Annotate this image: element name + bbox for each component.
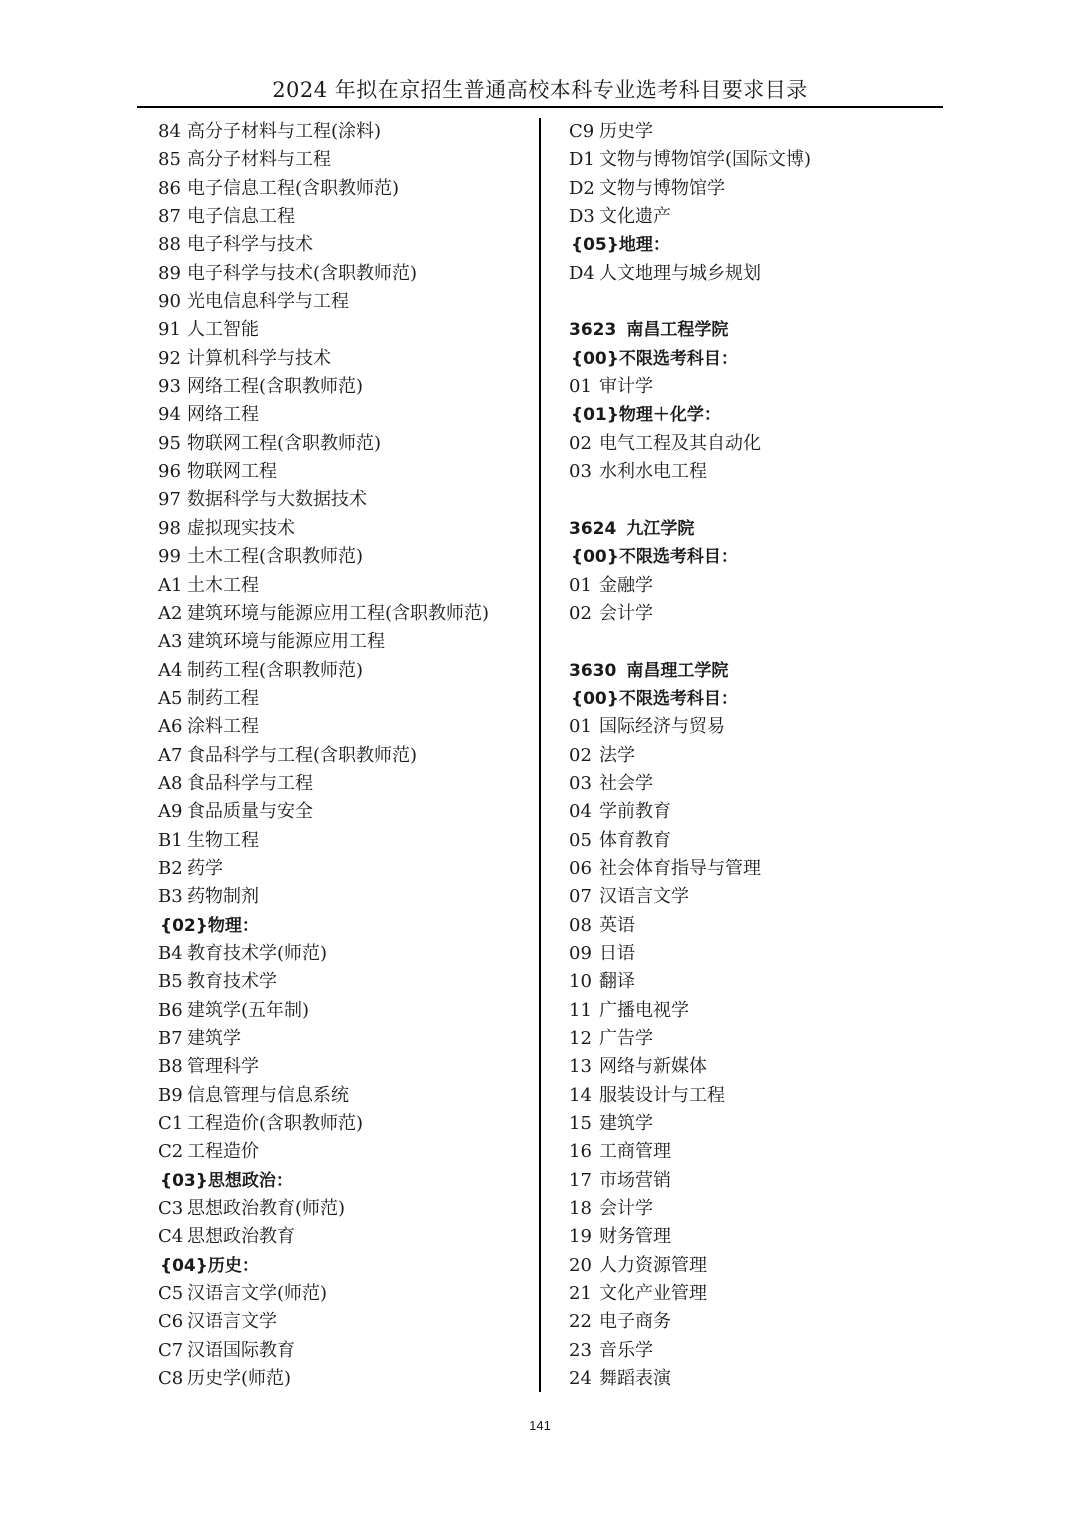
major-code: 22 xyxy=(569,1311,592,1333)
major-entry xyxy=(158,1082,533,1110)
major-name: 汉语言文学 xyxy=(599,886,689,908)
major-code: C1 xyxy=(158,1113,184,1135)
institution-heading xyxy=(569,316,944,344)
major-entry xyxy=(569,1082,944,1110)
major-name: 英语 xyxy=(599,914,635,936)
major-code: A5 xyxy=(158,687,183,709)
major-code: A3 xyxy=(158,631,183,653)
major-code: B2 xyxy=(158,857,183,879)
major-entry xyxy=(158,118,533,146)
major-name: 建筑学 xyxy=(187,1028,241,1049)
major-name: 食品科学与工程 xyxy=(187,772,313,794)
major-name: 工商管理 xyxy=(599,1141,671,1163)
major-name: 音乐学 xyxy=(599,1339,653,1361)
major-name: 虚拟现实技术 xyxy=(187,517,295,539)
major-code: 84 xyxy=(158,121,181,142)
subject-requirement-group: {04}历史： xyxy=(160,1255,259,1276)
major-entry xyxy=(158,1223,533,1251)
institution-code: 3623 xyxy=(569,320,617,341)
major-entry xyxy=(158,260,533,288)
major-entry xyxy=(158,1053,533,1081)
right-column xyxy=(569,118,944,1393)
major-entry xyxy=(569,260,944,288)
major-entry xyxy=(158,515,533,543)
major-entry xyxy=(569,742,944,770)
major-entry xyxy=(569,798,944,826)
major-name: 药物制剂 xyxy=(187,886,259,908)
major-code: 03 xyxy=(569,461,592,483)
major-entry xyxy=(158,203,533,231)
major-entry xyxy=(158,543,533,571)
major-name: 计算机科学与技术 xyxy=(187,347,331,369)
subject-requirement-group: {01}物理＋化学： xyxy=(571,405,721,426)
major-code: 20 xyxy=(569,1254,592,1276)
major-code: D1 xyxy=(569,149,595,171)
major-code: D3 xyxy=(569,206,595,228)
major-name: 光电信息科学与工程 xyxy=(187,291,349,313)
major-entry xyxy=(158,685,533,713)
major-code: 13 xyxy=(569,1056,592,1078)
major-name: 药学 xyxy=(187,857,223,879)
major-name: 广告学 xyxy=(599,1028,653,1049)
major-name: 翻译 xyxy=(599,971,635,993)
spacer xyxy=(569,628,944,656)
major-code: 12 xyxy=(569,1028,592,1049)
major-name: 信息管理与信息系统 xyxy=(187,1084,349,1106)
major-name: 社会体育指导与管理 xyxy=(599,857,761,879)
major-entry xyxy=(158,345,533,373)
major-entry xyxy=(158,1280,533,1308)
major-code: 06 xyxy=(569,857,592,879)
page-number: 141 xyxy=(529,1418,551,1433)
major-name: 文物与博物馆学 xyxy=(599,177,725,199)
major-code: 90 xyxy=(158,291,181,313)
major-code: 85 xyxy=(158,149,181,171)
major-entry xyxy=(158,288,533,316)
major-entry xyxy=(158,997,533,1025)
major-name: 文化遗产 xyxy=(599,206,671,228)
major-code: 05 xyxy=(569,829,592,851)
major-entry xyxy=(569,175,944,203)
major-entry xyxy=(569,1110,944,1138)
major-code: 14 xyxy=(569,1084,592,1106)
major-entry xyxy=(158,855,533,883)
major-name: 建筑学(五年制) xyxy=(187,999,310,1021)
spacer xyxy=(569,288,944,316)
major-entry xyxy=(569,770,944,798)
institution-heading xyxy=(569,657,944,685)
major-code: 21 xyxy=(569,1283,592,1305)
major-name: 电子科学与技术 xyxy=(187,234,313,256)
major-code: 93 xyxy=(158,376,181,398)
major-name: 教育技术学(师范) xyxy=(187,942,328,964)
major-name: 电子科学与技术(含职教师范) xyxy=(187,262,418,284)
major-code: C3 xyxy=(158,1198,184,1220)
major-code: 94 xyxy=(158,404,181,426)
major-name: 历史学(师范) xyxy=(187,1368,292,1390)
major-code: 17 xyxy=(569,1169,592,1191)
major-code: 16 xyxy=(569,1141,592,1163)
major-code: B6 xyxy=(158,999,183,1021)
institution-name: 九江学院 xyxy=(626,518,695,539)
major-name: 涂料工程 xyxy=(187,716,259,738)
major-name: 汉语言文学(师范) xyxy=(187,1283,328,1305)
major-entry xyxy=(569,827,944,855)
major-entry xyxy=(158,231,533,259)
major-code: D2 xyxy=(569,177,595,199)
major-entry xyxy=(569,1195,944,1223)
major-code: 89 xyxy=(158,262,181,284)
major-code: 92 xyxy=(158,347,181,369)
major-code: 10 xyxy=(569,971,592,993)
major-entry xyxy=(158,316,533,344)
spacer xyxy=(569,486,944,514)
major-code: A4 xyxy=(158,659,183,681)
major-entry xyxy=(158,628,533,656)
major-name: 体育教育 xyxy=(599,829,671,851)
major-entry xyxy=(158,798,533,826)
major-entry xyxy=(158,713,533,741)
column-divider xyxy=(539,118,541,1392)
major-code: 11 xyxy=(569,999,592,1021)
major-code: B4 xyxy=(158,942,183,964)
major-code: D4 xyxy=(569,262,595,284)
major-entry xyxy=(158,968,533,996)
major-entry xyxy=(158,770,533,798)
major-code: A7 xyxy=(158,744,183,766)
major-entry xyxy=(158,401,533,429)
institution-name: 南昌工程学院 xyxy=(626,320,729,341)
major-code: 24 xyxy=(569,1368,592,1390)
major-code: 19 xyxy=(569,1226,592,1248)
major-name: 工程造价(含职教师范) xyxy=(187,1113,364,1135)
major-entry xyxy=(569,430,944,458)
major-name: 制药工程 xyxy=(187,687,259,709)
major-code: B9 xyxy=(158,1084,183,1106)
institution-heading xyxy=(569,515,944,543)
major-name: 土木工程 xyxy=(187,574,259,596)
major-code: 01 xyxy=(569,716,592,738)
major-entry xyxy=(569,572,944,600)
major-code: 18 xyxy=(569,1198,592,1220)
major-name: 汉语国际教育 xyxy=(187,1339,295,1361)
major-entry xyxy=(569,1138,944,1166)
major-name: 法学 xyxy=(599,744,635,766)
major-code: 07 xyxy=(569,886,592,908)
major-entry xyxy=(569,458,944,486)
major-name: 电子商务 xyxy=(599,1311,671,1333)
major-code: 86 xyxy=(158,177,181,199)
major-entry xyxy=(569,1365,944,1393)
major-code: 88 xyxy=(158,234,181,256)
major-code: C7 xyxy=(158,1339,184,1361)
major-entry xyxy=(158,827,533,855)
major-name: 文化产业管理 xyxy=(599,1283,707,1305)
major-name: 网络与新媒体 xyxy=(599,1056,707,1078)
major-entry xyxy=(158,742,533,770)
major-name: 社会学 xyxy=(599,772,653,794)
major-entry xyxy=(158,1195,533,1223)
institution-code: 3630 xyxy=(569,660,617,681)
major-name: 电子信息工程 xyxy=(187,206,295,228)
major-code: 99 xyxy=(158,546,181,568)
left-column xyxy=(158,118,533,1393)
major-code: B5 xyxy=(158,971,183,993)
major-name: 思想政治教育(师范) xyxy=(187,1198,346,1220)
major-name: 高分子材料与工程 xyxy=(187,149,331,171)
major-entry xyxy=(569,1167,944,1195)
major-entry xyxy=(158,657,533,685)
major-entry xyxy=(569,855,944,883)
major-entry xyxy=(569,203,944,231)
major-code: B1 xyxy=(158,829,183,851)
major-name: 物联网工程 xyxy=(187,461,277,483)
major-entry xyxy=(158,600,533,628)
major-code: C4 xyxy=(158,1226,184,1248)
major-entry xyxy=(158,175,533,203)
major-code: 15 xyxy=(569,1113,592,1135)
subject-requirement-group: {00}不限选考科目： xyxy=(571,688,738,709)
major-code: C9 xyxy=(569,121,595,142)
major-entry xyxy=(158,1110,533,1138)
major-entry xyxy=(158,1138,533,1166)
major-code: 08 xyxy=(569,914,592,936)
major-code: 98 xyxy=(158,517,181,539)
major-name: 物联网工程(含职教师范) xyxy=(187,432,382,454)
major-entry xyxy=(158,883,533,911)
major-name: 市场营销 xyxy=(599,1169,671,1191)
major-name: 食品质量与安全 xyxy=(187,801,313,823)
major-code: 09 xyxy=(569,942,592,964)
major-code: C5 xyxy=(158,1283,184,1305)
major-entry xyxy=(569,912,944,940)
major-name: 数据科学与大数据技术 xyxy=(187,489,367,511)
major-name: 网络工程(含职教师范) xyxy=(187,376,364,398)
major-entry xyxy=(569,600,944,628)
major-code: 23 xyxy=(569,1339,592,1361)
major-entry xyxy=(158,572,533,600)
major-name: 工程造价 xyxy=(187,1141,259,1163)
major-code: A2 xyxy=(158,602,183,624)
major-code: A6 xyxy=(158,716,183,738)
major-name: 管理科学 xyxy=(187,1056,259,1078)
major-code: 02 xyxy=(569,432,592,454)
major-name: 金融学 xyxy=(599,574,653,596)
major-entry xyxy=(569,1223,944,1251)
major-entry xyxy=(569,1280,944,1308)
major-code: 04 xyxy=(569,801,592,823)
major-entry xyxy=(158,1337,533,1365)
major-name: 财务管理 xyxy=(599,1226,671,1248)
subject-requirement-group: {02}物理： xyxy=(160,915,259,936)
major-name: 广播电视学 xyxy=(599,999,689,1021)
major-name: 食品科学与工程(含职教师范) xyxy=(187,744,418,766)
major-name: 会计学 xyxy=(599,602,653,624)
major-code: 97 xyxy=(158,489,181,511)
major-entry xyxy=(158,458,533,486)
major-name: 生物工程 xyxy=(187,829,259,851)
page-header: 2024 年拟在京招生普通高校本科专业选考科目要求目录 xyxy=(272,78,808,102)
major-code: C8 xyxy=(158,1368,184,1390)
major-name: 电子信息工程(含职教师范) xyxy=(187,177,400,199)
major-entry xyxy=(569,1337,944,1365)
major-entry xyxy=(158,1308,533,1336)
major-entry xyxy=(569,940,944,968)
major-code: 01 xyxy=(569,574,592,596)
major-name: 建筑环境与能源应用工程(含职教师范) xyxy=(187,602,490,624)
major-name: 历史学 xyxy=(599,121,653,142)
major-name: 日语 xyxy=(599,942,635,964)
major-entry xyxy=(158,430,533,458)
major-entry xyxy=(158,146,533,174)
major-entry xyxy=(569,883,944,911)
major-code: C6 xyxy=(158,1311,184,1333)
major-code: 02 xyxy=(569,602,592,624)
major-entry xyxy=(569,1053,944,1081)
major-name: 高分子材料与工程(涂料) xyxy=(187,121,382,142)
major-name: 人文地理与城乡规划 xyxy=(599,262,761,284)
major-entry xyxy=(569,997,944,1025)
major-code: 95 xyxy=(158,432,181,454)
subject-requirement-group: {00}不限选考科目： xyxy=(571,348,738,369)
major-entry xyxy=(158,1025,533,1053)
major-code: 87 xyxy=(158,206,181,228)
major-name: 建筑环境与能源应用工程 xyxy=(187,631,385,653)
major-code: 96 xyxy=(158,461,181,483)
major-name: 学前教育 xyxy=(599,801,671,823)
major-code: 03 xyxy=(569,772,592,794)
subject-requirement-group: {00}不限选考科目： xyxy=(571,547,738,568)
major-name: 汉语言文学 xyxy=(187,1311,277,1333)
major-name: 水利水电工程 xyxy=(599,461,707,483)
major-code: 02 xyxy=(569,744,592,766)
major-name: 国际经济与贸易 xyxy=(599,716,725,738)
subject-requirement-group: {03}思想政治： xyxy=(160,1170,293,1191)
major-entry xyxy=(158,940,533,968)
major-entry xyxy=(569,713,944,741)
major-entry xyxy=(569,373,944,401)
header-rule xyxy=(137,106,943,108)
major-name: 思想政治教育 xyxy=(187,1226,295,1248)
major-name: 网络工程 xyxy=(187,404,259,426)
major-name: 建筑学 xyxy=(599,1113,653,1135)
major-entry xyxy=(569,146,944,174)
major-entry xyxy=(569,118,944,146)
major-name: 会计学 xyxy=(599,1198,653,1220)
major-code: A1 xyxy=(158,574,183,596)
major-code: B7 xyxy=(158,1028,183,1049)
major-code: B8 xyxy=(158,1056,183,1078)
major-name: 人力资源管理 xyxy=(599,1254,707,1276)
major-code: A8 xyxy=(158,772,183,794)
major-name: 土木工程(含职教师范) xyxy=(187,546,364,568)
major-code: A9 xyxy=(158,801,183,823)
major-name: 教育技术学 xyxy=(187,971,277,993)
major-name: 审计学 xyxy=(599,376,653,398)
major-entry xyxy=(158,1365,533,1393)
major-entry xyxy=(569,968,944,996)
major-code: 01 xyxy=(569,376,592,398)
institution-code: 3624 xyxy=(569,518,617,539)
major-name: 舞蹈表演 xyxy=(599,1368,671,1390)
major-entry xyxy=(569,1025,944,1053)
subject-requirement-group: {05}地理： xyxy=(571,235,670,256)
major-name: 文物与博物馆学(国际文博) xyxy=(599,149,812,171)
major-code: 91 xyxy=(158,319,181,341)
institution-name: 南昌理工学院 xyxy=(626,660,729,681)
major-code: C2 xyxy=(158,1141,184,1163)
major-entry xyxy=(569,1252,944,1280)
major-entry xyxy=(158,486,533,514)
major-name: 电气工程及其自动化 xyxy=(599,432,761,454)
major-entry xyxy=(158,373,533,401)
major-name: 人工智能 xyxy=(187,319,259,341)
major-entry xyxy=(569,1308,944,1336)
major-code: B3 xyxy=(158,886,183,908)
major-name: 服装设计与工程 xyxy=(599,1084,725,1106)
major-name: 制药工程(含职教师范) xyxy=(187,659,364,681)
